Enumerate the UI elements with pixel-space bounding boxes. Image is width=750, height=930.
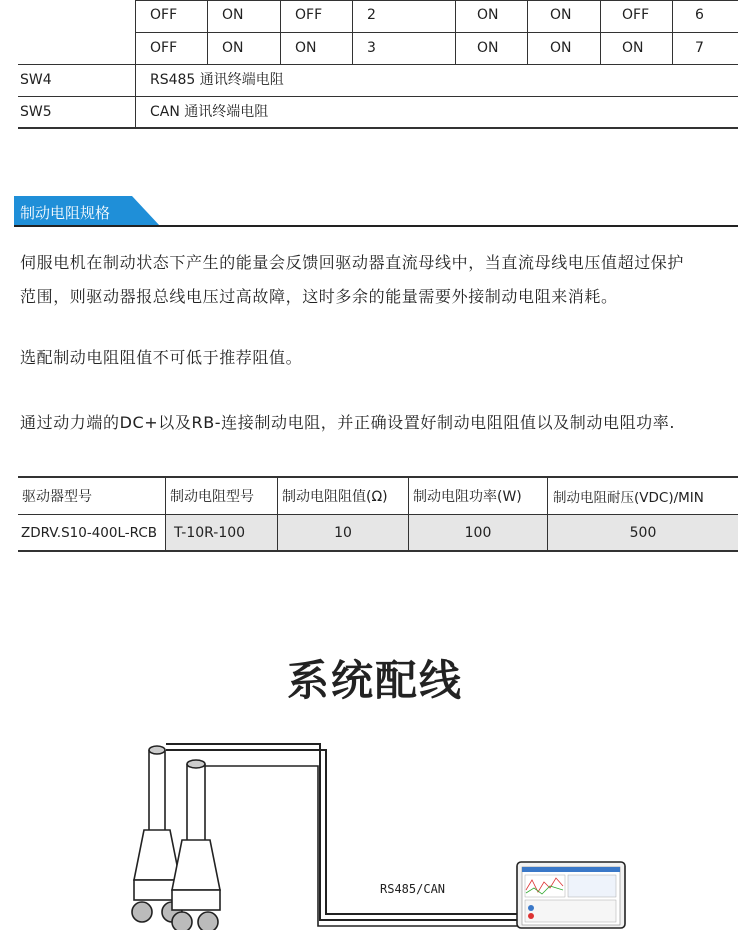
paragraph: 通过动力端的DC+以及RB-连接制动电阻，并正确设置好制动电阻阻值以及制动电阻功率.	[20, 413, 676, 432]
table-cell: 10	[334, 525, 352, 541]
table-cell: 6	[695, 7, 704, 23]
column-header: 制动电阻耐压(VDC)/MIN	[553, 490, 704, 506]
divider	[18, 514, 738, 515]
table-cell: ON	[550, 40, 572, 56]
sw5-desc: CAN 通讯终端电阻	[150, 104, 269, 120]
table-cell: 3	[367, 40, 376, 56]
divider	[18, 127, 738, 129]
table-cell: OFF	[150, 40, 178, 56]
sw4-desc: RS485 通讯终端电阻	[150, 72, 284, 88]
table-cell: OFF	[295, 7, 323, 23]
section-underline	[14, 225, 738, 227]
wiring-title: 系统配线	[286, 656, 463, 705]
paragraph: 选配制动电阻阻值不可低于推荐阻值。	[20, 348, 303, 367]
table-cell: 500	[629, 525, 657, 541]
divider	[527, 0, 528, 64]
table-cell: 100	[464, 525, 492, 541]
divider	[135, 0, 136, 128]
divider	[165, 476, 166, 551]
connector-2	[172, 760, 220, 930]
divider	[18, 550, 738, 552]
table-cell: ON	[622, 40, 644, 56]
column-header: 制动电阻型号	[170, 489, 254, 505]
column-header: 制动电阻阻值(Ω)	[282, 489, 388, 505]
pc-monitor	[517, 862, 625, 928]
divider	[18, 476, 738, 478]
sw5-name: SW5	[20, 104, 52, 120]
divider	[207, 0, 208, 64]
divider	[135, 0, 738, 1]
divider	[280, 0, 281, 64]
paragraph: 范围，则驱动器报总线电压过高故障，这时多余的能量需要外接制动电阻来消耗。	[20, 287, 618, 306]
table-cell: T-10R-100	[174, 525, 246, 541]
table-cell: ON	[295, 40, 317, 56]
table-cell: OFF	[150, 7, 178, 23]
divider	[672, 0, 673, 64]
divider	[18, 64, 738, 65]
table-cell: ON	[222, 40, 244, 56]
table-cell: ZDRV.S10-400L-RCB	[21, 525, 158, 541]
cable-label: RS485/CAN	[380, 882, 446, 896]
divider	[455, 0, 456, 64]
table-cell: 2	[367, 7, 376, 23]
table-cell: ON	[222, 7, 244, 23]
table-cell: ON	[550, 7, 572, 23]
table-cell: ON	[477, 40, 499, 56]
paragraph: 伺服电机在制动状态下产生的能量会反馈回驱动器直流母线中，当直流母线电压值超过保护	[20, 253, 685, 272]
column-header: 制动电阻功率(W)	[413, 489, 522, 505]
sw4-name: SW4	[20, 72, 52, 88]
table-cell: ON	[477, 7, 499, 23]
column-header: 驱动器型号	[22, 489, 92, 505]
divider	[352, 0, 353, 64]
table-cell: 7	[695, 40, 704, 56]
section-title: 制动电阻规格	[20, 204, 111, 222]
table-cell: OFF	[622, 7, 650, 23]
divider	[135, 32, 738, 33]
divider	[600, 0, 601, 64]
divider	[18, 96, 738, 97]
wiring-diagram	[0, 730, 750, 930]
